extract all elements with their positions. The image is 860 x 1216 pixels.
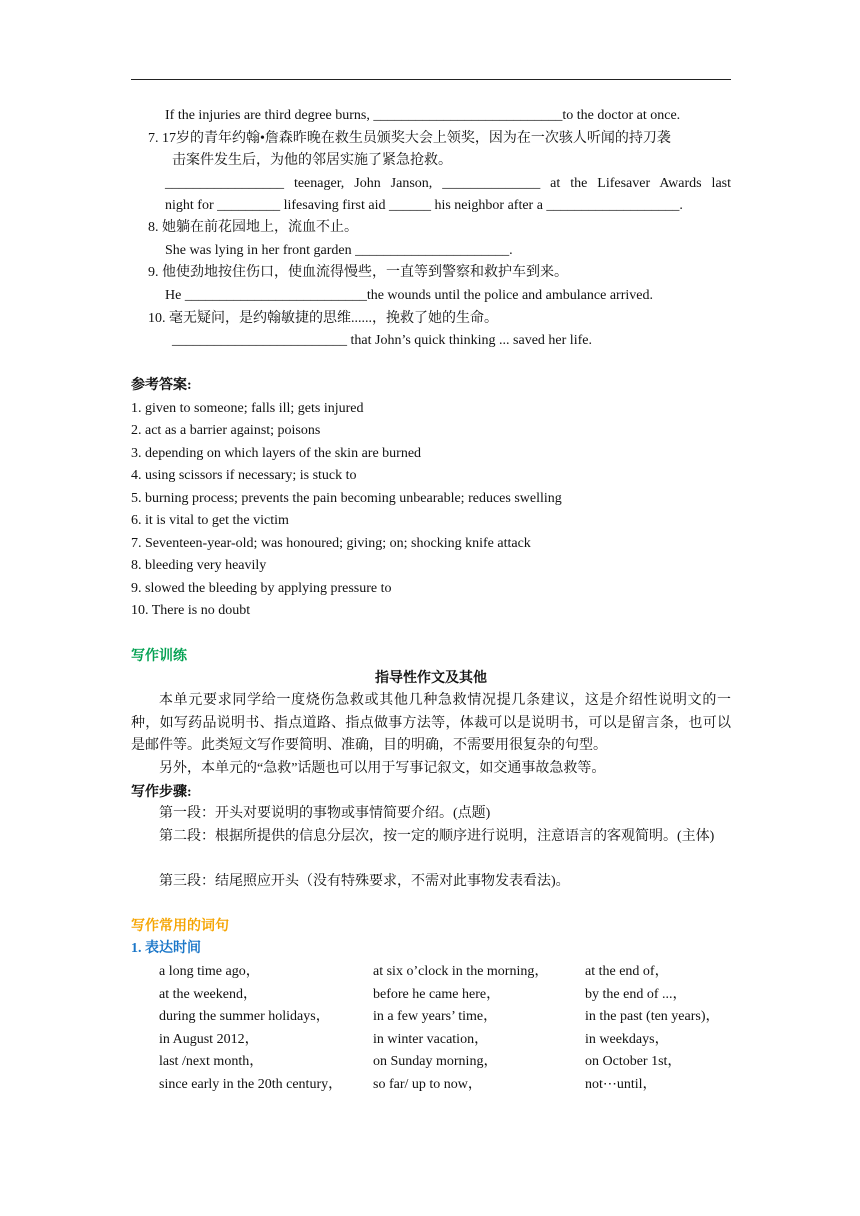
q7-english-line1: _________________ teenager, John Janson, ______________ at the Lifesaver Awards last — [165, 176, 731, 191]
q7-chinese-line1: 7. 17岁的青年约翰•詹森昨晚在救生员颁奖大会上领奖，因为在一次骇人听闻的持刀袭 — [148, 131, 671, 146]
phrases-section-title: 写作常用的词句 — [131, 919, 229, 934]
phrases-subtitle-time: 1. 表达时间 — [131, 941, 201, 956]
phrase-cell: at the end of， — [585, 964, 669, 979]
phrase-cell: at the weekend， — [159, 987, 257, 1002]
answer-item: 10. There is no doubt — [131, 603, 251, 618]
q8-english: She was lying in her front garden ______________________. — [165, 243, 513, 258]
phrase-cell: so far/ up to now， — [373, 1077, 482, 1092]
phrase-cell: last /next month， — [159, 1054, 264, 1069]
q9-english: He __________________________the wounds until the police and ambulance arrived. — [165, 288, 653, 303]
answer-item: 4. using scissors if necessary; is stuck to — [131, 468, 357, 483]
phrase-cell: on October 1st， — [585, 1054, 682, 1069]
writing-paragraph-1: 本单元要求同学给一度烧伤急救或其他几种急救情况提几条建议，这是介绍性说明文的一种，如写药品说明书、指点道路、指点做事方法等，体裁可以是说明书，可以是留言条，也可以是邮件等。此类短文写作要简明、准确，目的明确，不需要用很复杂的句型。 — [131, 693, 731, 753]
phrase-cell: before he came here， — [373, 987, 501, 1002]
writing-center-title: 指导性作文及其他 — [375, 671, 487, 686]
writing-step-2: 第二段：根据所提供的信息分层次，按一定的顺序进行说明，注意语言的客观简明。(主体) — [159, 829, 715, 844]
phrase-cell: not⋯until， — [585, 1077, 657, 1092]
phrase-cell: in weekdays， — [585, 1032, 669, 1047]
answer-item: 8. bleeding very heavily — [131, 558, 267, 573]
q6-continuation: If the injuries are third degree burns, ___________________________to the doctor at once. — [165, 108, 681, 123]
phrase-cell: on Sunday morning， — [373, 1054, 498, 1069]
q10-chinese: 10. 毫无疑问，是约翰敏捷的思维......，挽救了她的生命。 — [148, 311, 498, 326]
answer-item: 2. act as a barrier against; poisons — [131, 423, 321, 438]
writing-steps-heading: 写作步骤: — [131, 785, 192, 800]
q9-chinese: 9. 他使劲地按住伤口，使血流得慢些，一直等到警察和救护车到来。 — [148, 265, 568, 280]
header-rule — [131, 79, 731, 80]
q7-english-line2: night for _________ lifesaving first aid ______ his neighbor after a ___________________. — [165, 198, 683, 213]
phrase-cell: a long time ago， — [159, 964, 260, 979]
phrase-cell: during the summer holidays， — [159, 1009, 330, 1024]
phrase-cell: in a few years’ time， — [373, 1009, 498, 1024]
answer-item: 5. burning process; prevents the pain becoming unbearable; reduces swelling — [131, 491, 562, 506]
writing-paragraph-2: 另外，本单元的“急救”话题也可以用于写事记叙文，如交通事故急救等。 — [159, 761, 606, 776]
answer-item: 9. slowed the bleeding by applying pressure to — [131, 581, 392, 596]
phrase-cell: in the past (ten years)， — [585, 1009, 720, 1024]
answer-item: 3. depending on which layers of the skin are burned — [131, 446, 422, 461]
q10-english: _________________________ that John’s quick thinking ... saved her life. — [172, 333, 592, 348]
phrase-cell: at six o’clock in the morning， — [373, 964, 549, 979]
q7-chinese-line2: 击案件发生后，为他的邻居实施了紧急抢救。 — [172, 153, 452, 168]
phrase-cell: in winter vacation， — [373, 1032, 489, 1047]
writing-section-title: 写作训练 — [131, 649, 187, 664]
writing-step-3: 第三段：结尾照应开头（没有特殊要求，不需对此事物发表看法)。 — [159, 874, 570, 889]
answer-item: 6. it is vital to get the victim — [131, 513, 289, 528]
phrase-cell: in August 2012， — [159, 1032, 259, 1047]
answers-heading: 参考答案: — [131, 378, 192, 393]
answer-item: 7. Seventeen-year-old; was honoured; giving; on; shocking knife attack — [131, 536, 531, 551]
q8-chinese: 8. 她躺在前花园地上，流血不止。 — [148, 220, 358, 235]
writing-step-1: 第一段：开头对要说明的事物或事情简要介绍。(点题) — [159, 806, 491, 821]
phrase-cell: by the end of ...， — [585, 987, 687, 1002]
phrase-cell: since early in the 20th century， — [159, 1077, 343, 1092]
answer-item: 1. given to someone; falls ill; gets injured — [131, 401, 364, 416]
